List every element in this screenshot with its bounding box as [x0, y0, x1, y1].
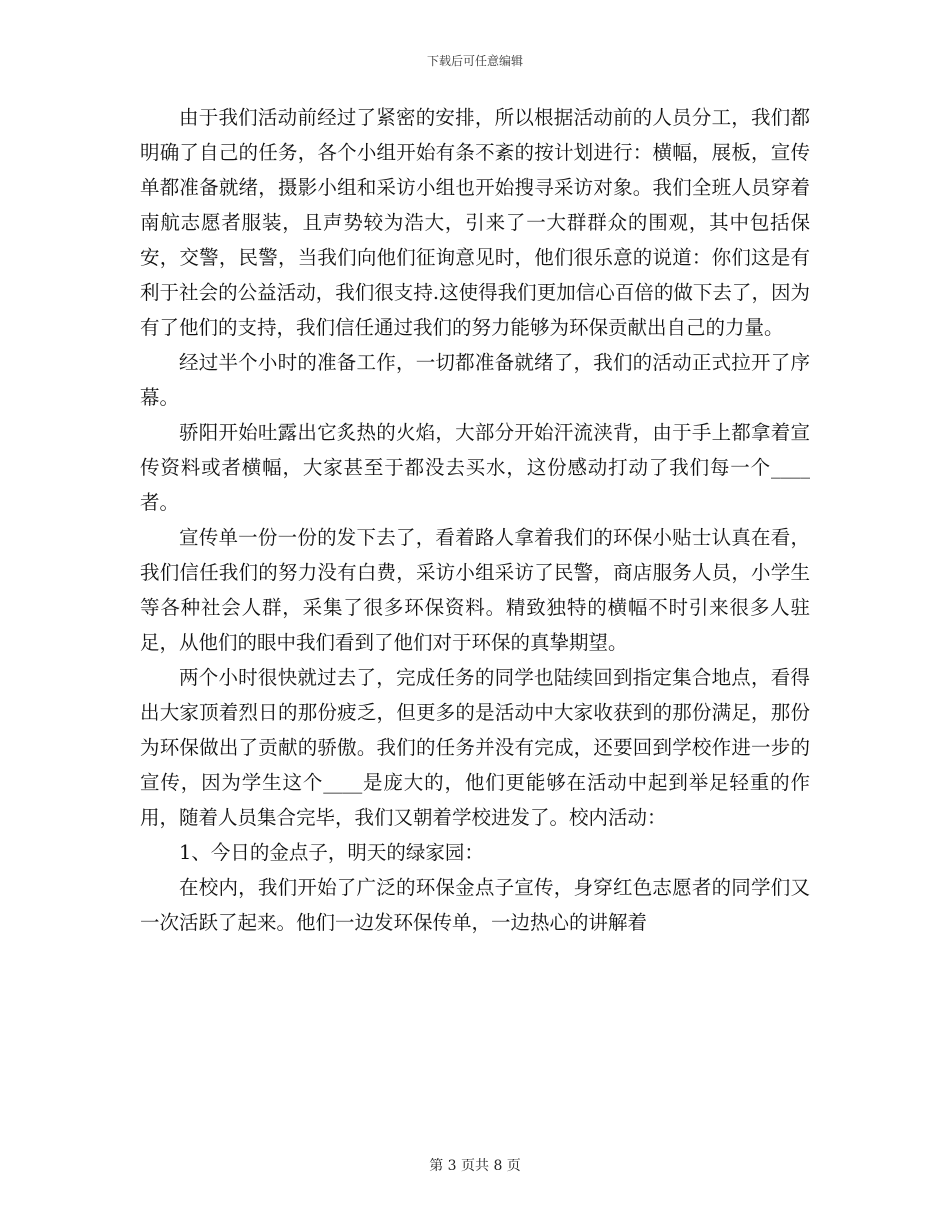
paragraph: 骄阳开始吐露出它炙热的火焰，大部分开始汗流浃背，由于手上都拿着宣传资料或者横幅，大家甚至于都没去买水，这份感动打动了我们每一个____者。 [140, 421, 810, 514]
page-footer: 第 3 页共 8 页 [429, 1158, 521, 1174]
page-header: 下载后可任意编辑 [426, 54, 523, 68]
paragraph: 宣传单一份一份的发下去了，看着路人拿着我们的环保小贴士认真在看，我们信任我们的努力没有白费，采访小组采访了民警，商店服务人员，小学生等各种社会人群，采集了很多环保资料。精致独特的横幅不时引来很多人驻足，从他们的眼中我们看到了他们对于环保的真挚期望。 [140, 526, 810, 654]
section-heading: 1、今日的金点子，明天的绿家园： [179, 841, 484, 864]
paragraph: 经过半个小时的准备工作，一切都准备就绪了，我们的活动正式拉开了序幕。 [140, 351, 810, 409]
paragraph: 两个小时很快就过去了，完成任务的同学也陆续回到指定集合地点，看得出大家顶着烈日的那份疲乏，但更多的是活动中大家收获到的那份满足，那份为环保做出了贡献的骄傲。我们的任务并没有完成，还要回到学校作进一步的宣传，因为学生这个____是庞大的，他们更能够在活动中起到举足轻重的作用，随着人员集合完毕，我们又朝着学校进发了。校内活动： [140, 666, 810, 829]
document-body [140, 100, 810, 940]
paragraph: 由于我们活动前经过了紧密的安排，所以根据活动前的人员分工，我们都明确了自己的任务，各个小组开始有条不紊的按计划进行：横幅，展板，宣传单都准备就绪，摄影小组和采访小组也开始搜寻采访对象。我们全班人员穿着南航志愿者服装，且声势较为浩大，引来了一大群群众的围观，其中包括保安，交警，民警，当我们向他们征询意见时，他们很乐意的说道：你们这是有利于社会的公益活动，我们很支持.这使得我们更加信心百倍的做下去了，因为有了他们的支持，我们信任通过我们的努力能够为环保贡献出自己的力量。 [140, 106, 810, 339]
paragraph: 在校内，我们开始了广泛的环保金点子宣传，身穿红色志愿者的同学们又一次活跃了起来。他们一边发环保传单，一边热心的讲解着 [140, 876, 810, 934]
